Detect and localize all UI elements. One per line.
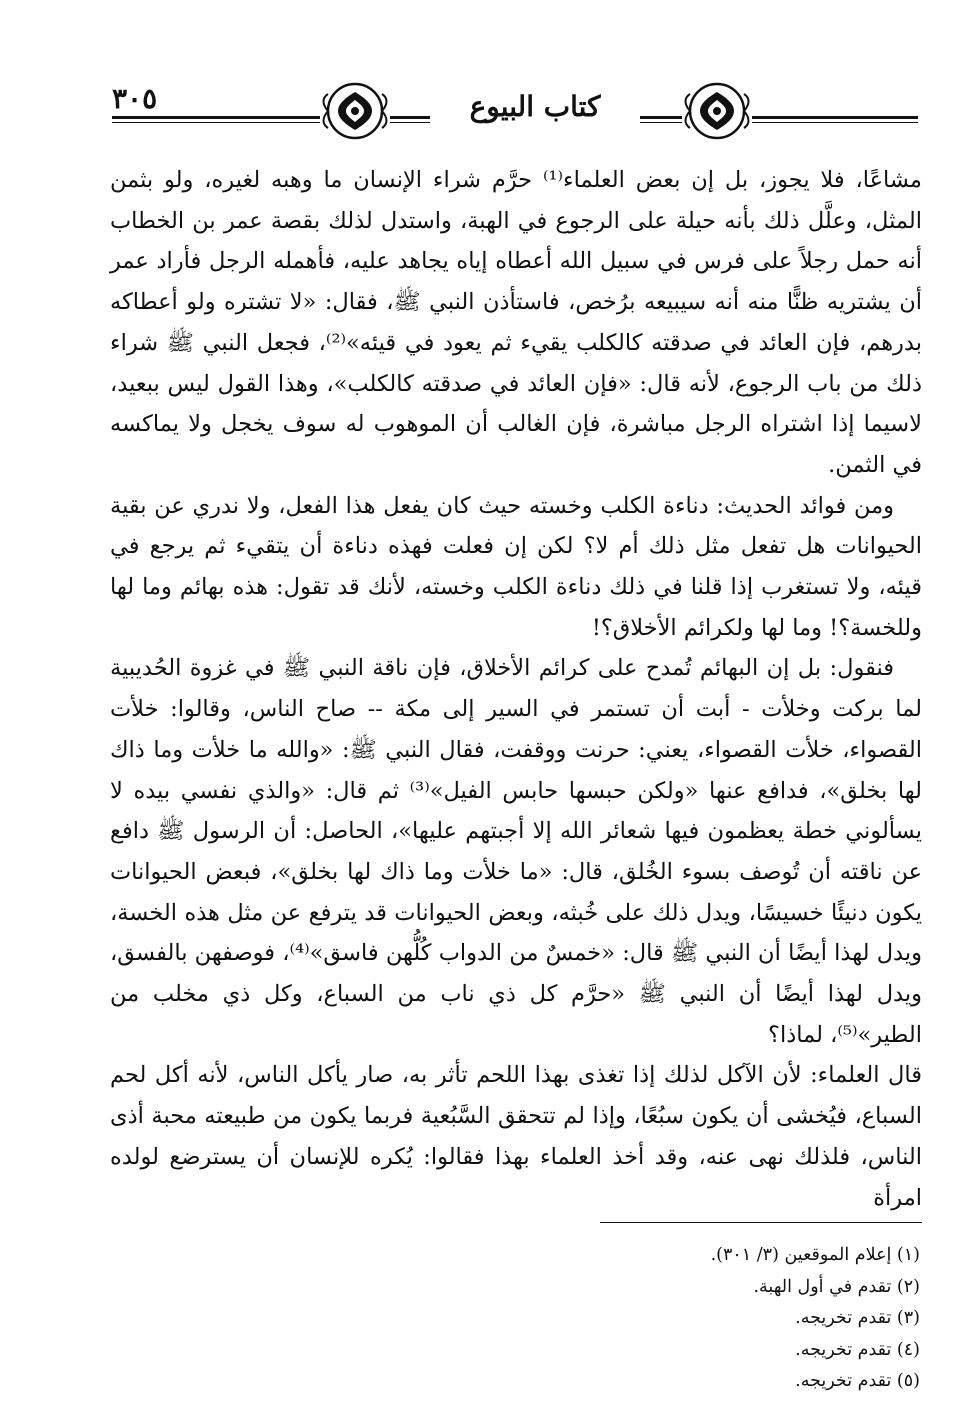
page-number: ٣٠٥ [112,82,158,115]
footnote: (٤) تقدم تخريجه. [795,1339,920,1360]
footnote: (٣) تقدم تخريجه. [795,1308,920,1328]
footnote: (٢) تقدم في أول الهبة. [753,1276,920,1297]
footnotes [580,1240,920,1398]
ornament-left-icon [320,80,390,142]
footnote: (١) إعلام الموقعين (٣/ ٣٠١). [710,1245,920,1265]
paragraph: فنقول: بل إن البهائم تُمدح على كرائم الأخلاق، فإن ناقة النبي ﷺ في غزوة الحُديبية لما بركت وخلأت - أبت أن تستمر في السير إلى مكة -- صاح الناس، وقالوا: خلأت القصواء، خلأت القصواء، يعني: حرنت ووقفت، فقال النبي ﷺ: «والله ما خلأت وما ذاك لها بخلق»، فدافع عنها «ولكن حبسها حابس الفيل»⁽³⁾ ثم قال: «والذي نفسي بيده لا يسألوني خطة يعظمون فيها شعائر الله إلا أجبتهم عليها»، الحاصل: أن الرسول ﷺ دافع عن ناقته أن تُوصف بسوء الخُلق، قال: «ما خلأت وما ذاك لها بخلق»، فبعض الحيوانات يكون دنيئًا خسيسًا، ويدل ذلك على خُبثه، وبعض الحيوانات قد يترفع عن مثل هذه الخسة، ويدل لهذا أيضًا أن النبي ﷺ قال: «خمسٌ من الدواب كُلُّهن فاسق»⁽⁴⁾، فوصفهن بالفسق، ويدل لهذا أيضًا أن النبي ﷺ «حرَّم كل ذي ناب من السباع، وكل ذي مخلب من الطير»⁽⁵⁾، لماذا؟ [110,655,922,1048]
book-title: كتاب البيوع [430,90,640,123]
ornament-right-icon [682,80,752,142]
footnote: (٥) تقدم تخريجه. [795,1371,920,1391]
main-text [110,160,922,1218]
footnote-separator [600,1222,922,1223]
paragraph: مشاعًا، فلا يجوز، بل إن بعض العلماء⁽¹⁾ حرَّم شراء الإنسان ما وهبه لغيره، ولو بثمن المثل، وعلَّل ذلك بأنه حيلة على الرجوع في الهبة، واستدل لذلك بقصة عمر بن الخطاب أنه حمل رجلاً على فرس في سبيل الله أعطاه إياه يجاهد عليه، فأهمله الرجل فأراد عمر أن يشتريه ظنًّا منه أنه سيبيعه برُخص، فاستأذن النبي ﷺ، فقال: «لا تشتره ولو أعطاكه بدرهم، فإن العائد في صدقته كالكلب يقيء ثم يعود في قيئه»⁽²⁾، فجعل النبي ﷺ شراء ذلك من باب الرجوع، لأنه قال: «فإن العائد في صدقته كالكلب»، وهذا القول ليس ببعيد، لاسيما إذا اشتراه الرجل مباشرة، فإن الغالب أن الموهوب له سوف يخجل ولا يماكسه في الثمن. [110,167,922,478]
page-header [112,72,918,152]
paragraph: ومن فوائد الحديث: دناءة الكلب وخسته حيث كان يفعل هذا الفعل، ولا ندري عن بقية الحيوانات هل تفعل مثل ذلك أم لا؟ لكن إن فعلت فهذه دناءة أن يتقيء ثم يرجع في قيئه، ولا تستغرب إذا قلنا في ذلك دناءة الكلب وخسته، لأنك قد تقول: هذه بهائم وما لها وللخسة؟! وما لها ولكرائم الأخلاق؟! [110,492,922,641]
paragraph: قال العلماء: لأن الآكل لذلك إذا تغذى بهذا اللحم تأثر به، صار يأكل الناس، لأنه أكل لحم السباع، فيُخشى أن يكون سبُعًا، وإذا لم تتحقق السَّبُعية فربما يكون من طبيعته محبة أذى الناس، فلذلك نهى عنه، وقد أخذ العلماء بهذا فقالوا: يُكره للإنسان أن يسترضع لولده امرأة [110,1062,922,1211]
